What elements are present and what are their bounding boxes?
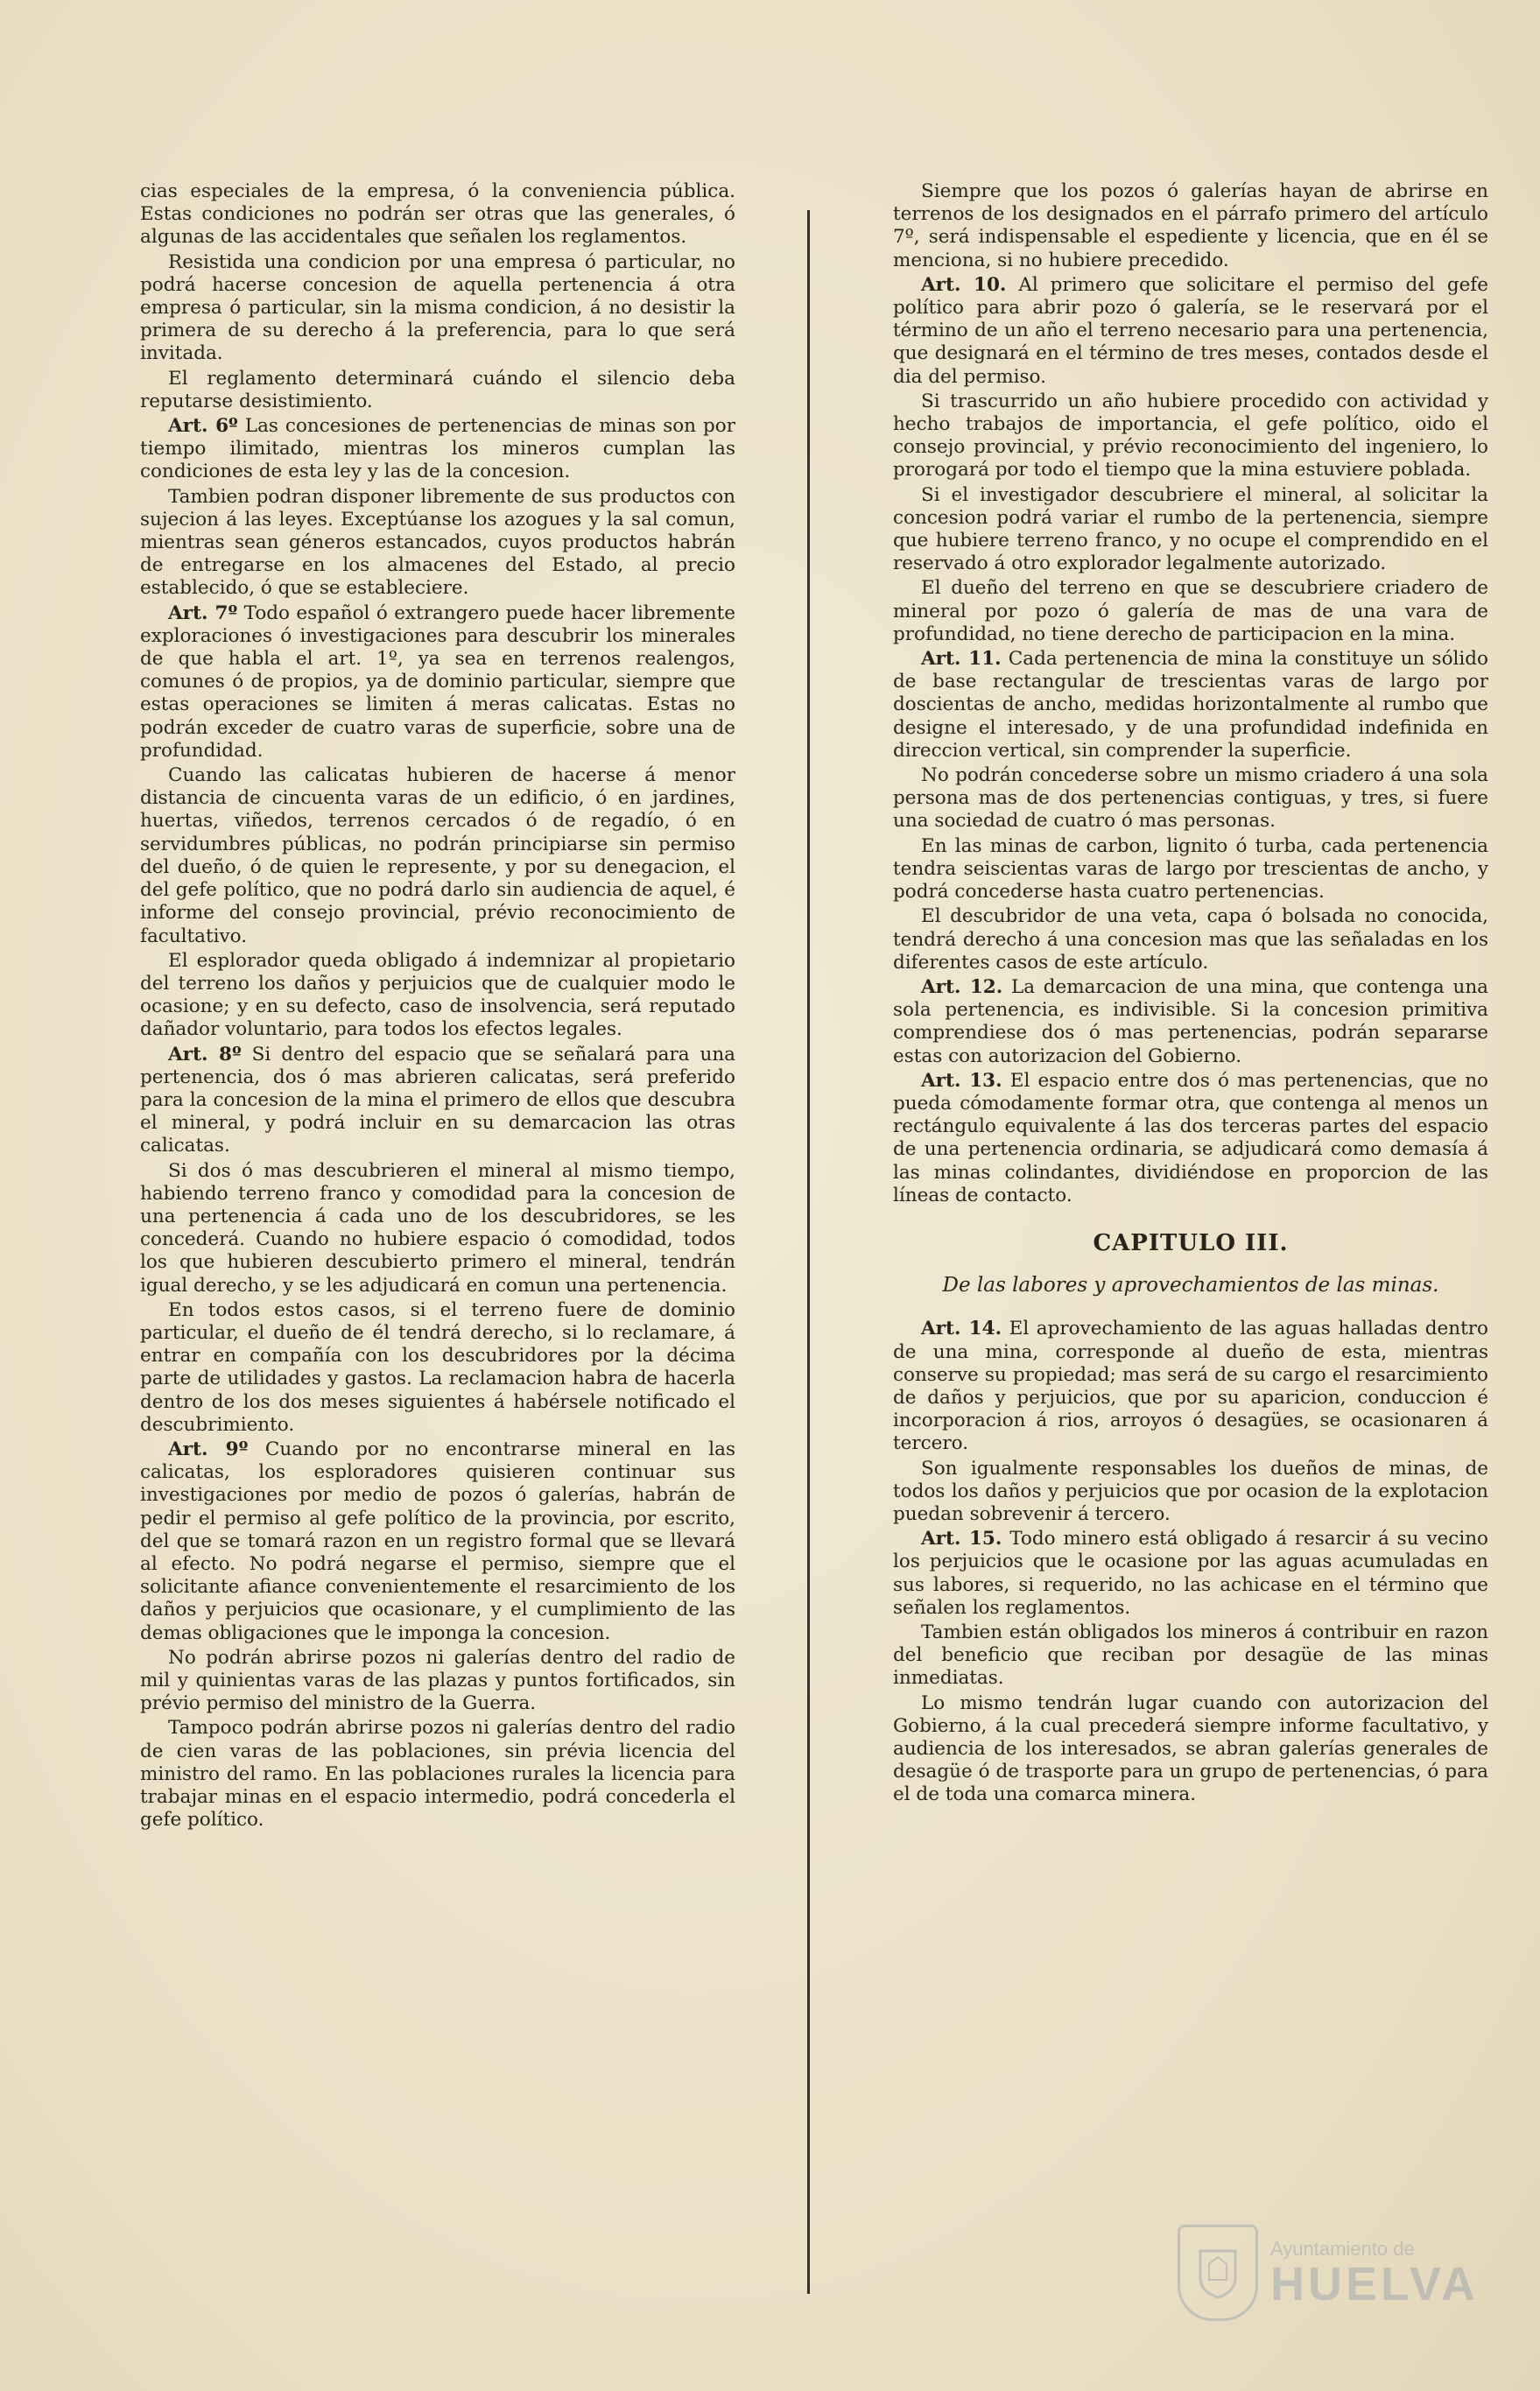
article-paragraph: Art. 12. La demarcacion de una mina, que contenga una sola pertenencia, es indivisible. Si la concesion primitiva comprendiese dos ó mas pertenencias, podrán separarse estas con autorizacion del Gobierno.: [893, 975, 1488, 1067]
paragraph: Si el investigador descubriere el mineral, al solicitar la concesion podrá variar el rumbo de la pertenencia, siempre que hubiere terreno franco, y no ocupe el comprendido en el reservado á otro explorador legalmente autorizado.: [893, 483, 1488, 575]
paragraph: El reglamento determinará cuándo el silencio deba reputarse desistimiento.: [140, 367, 735, 412]
paragraph: En las minas de carbon, lignito ó turba, cada pertenencia tendra seiscientas varas de largo por trescientas de ancho, y podrá concederse hasta cuatro pertenencias.: [893, 834, 1488, 904]
paragraph: El dueño del terreno en que se descubriere criadero de mineral por pozo ó galería de mas de una vara de profundidad, no tiene derecho de participacion en la mina.: [893, 577, 1488, 645]
article-paragraph: Art. 7º Todo español ó extrangero puede hacer libremente exploraciones ó investigaciones para descubrir los minerales de que habla el art. 1º, ya sea en terrenos realengos, comunes ó de propios, ya de dominio particular, siempre que estas operaciones se limiten á meras calicatas. Estas no podrán exceder de cuatro varas de superficie, sobre una de profundidad.: [140, 601, 735, 762]
article-paragraph: Art. 11. Cada pertenencia de mina la constituye un sólido de base rectangular de trescientas varas de largo por doscientas de ancho, medidas horizontalmente al rumbo que designe el interesado, y de una profundidad indefinida en direccion vertical, sin comprender la superficie.: [893, 648, 1488, 762]
article-paragraph: Art. 8º Si dentro del espacio que se señalará para una pertenencia, dos ó mas abrieren calicatas, será preferido para la concesion de la mina el primero de ellos que descubra el mineral, y podrá incluir en su demarcacion las otras calicatas.: [140, 1043, 735, 1157]
paragraph: El descubridor de una veta, capa ó bolsada no conocida, tendrá derecho á una concesion mas que las señaladas en los diferentes casos de este artículo.: [893, 905, 1488, 974]
article-paragraph: Art. 10. Al primero que solicitare el permiso del gefe político para abrir pozo ó galería, se le reservará por el término de un año el terreno necesario para una pertenencia, que designará en el término de tres meses, contados desde el dia del permiso.: [893, 273, 1488, 388]
article-paragraph: Art. 13. El espacio entre dos ó mas pertenencias, que no pueda cómodamente formar otra, que contenga al menos un rectángulo equivalente á las dos terceras partes del espacio de una pertenencia ordinaria, se adjudicará como demasía á las minas colindantes, dividiéndose en proporcion de las líneas de contacto.: [893, 1069, 1488, 1206]
paragraph: No podrán concederse sobre un mismo criadero á una sola persona mas de dos pertenencias contiguas, y tres, si fuere una sociedad de cuatro ó mas personas.: [893, 764, 1488, 833]
paragraph: Lo mismo tendrán lugar cuando con autorizacion del Gobierno, á la cual precederá siempre informe facultativo, y audiencia de los interesados, se abran galerías generales de desagüe ó de trasporte para un grupo de pertenencias, ó para el de toda una comarca minera.: [893, 1691, 1488, 1806]
paragraph: Si dos ó mas descubrieren el mineral al mismo tiempo, habiendo terreno franco y comodidad para la concesion de una pertenencia á cada uno de los descubridores, se les concederá. Cuando no hubiere espacio ó comodidad, todos los que hubieren descubierto primero el mineral, tendrán igual derecho, y se les adjudicará en comun una pertenencia.: [140, 1159, 735, 1297]
article-number: Art. 11.: [921, 648, 1002, 671]
article-paragraph: Art. 6º Las concesiones de pertenencias de minas son por tiempo ilimitado, mientras los mineros cumplan las condiciones de esta ley y las de la concesion.: [140, 415, 736, 483]
left-column: [140, 180, 735, 1833]
article-paragraph: Art. 15. Todo minero está obligado á resarcir á su vecino los perjuicios que le ocasione por las aguas acumuladas en sus labores, si requerido, no las achicase en el término que señalen los reglamentos.: [893, 1528, 1488, 1619]
article-number: Art. 13.: [921, 1069, 1002, 1092]
article-number: Art. 7º: [168, 601, 238, 624]
paragraph: En todos estos casos, si el terreno fuere de dominio particular, el dueño de él tendrá derecho, si lo reclamare, á entrar en compañía con los descubridores por la décima parte de utilidades y gastos. La reclamacion habra de hacerla dentro de los dos meses siguientes á habérsele notificado el descubrimiento.: [140, 1298, 735, 1436]
paragraph: Tampoco podrán abrirse pozos ni galerías dentro del radio de cien varas de las poblaciones, sin prévia licencia del ministro del ramo. En las poblaciones rurales la licencia para trabajar minas en el espacio intermedio, podrá concederla el gefe político.: [140, 1717, 735, 1832]
article-number: Art. 10.: [921, 273, 1007, 296]
watermark-line2: HUELVA: [1270, 2258, 1479, 2310]
shield-icon: [1178, 2225, 1258, 2321]
chapter-heading: CAPITULO III.: [1093, 1229, 1289, 1256]
paragraph: Tambien podran disponer libremente de sus productos con sujecion á las leyes. Exceptúanse los azogues y la sal comun, mientras sean géneros estancados, cuyos productos habrán de entregarse en los almacenes del Estado, al precio establecido, ó que se estableciere.: [140, 485, 735, 600]
paragraph: Tambien están obligados los mineros á contribuir en razon del beneficio que reciban por desagüe de las minas inmediatas.: [893, 1621, 1488, 1690]
archive-watermark: [1178, 2225, 1479, 2321]
article-paragraph: Art. 9º Cuando por no encontrarse mineral en las calicatas, los esploradores quisieren continuar sus investigaciones por medio de pozos ó galerías, habrán de pedir el permiso al gefe político de la provincia, por escrito, del que se tomará razon en un registro formal que se llevará al efecto. No podrá negarse el permiso, siempre que el solicitante afiance convenientemente el resarcimiento de los daños y perjuicios que ocasionare, y el cumplimiento de las demas obligaciones que le imponga la concesion.: [140, 1438, 736, 1644]
right-column: [893, 180, 1488, 1809]
chapter-subtitle: De las labores y aprovechamientos de las minas.: [942, 1274, 1439, 1297]
paragraph: Son igualmente responsables los dueños de minas, de todos los daños y perjuicios que por ocasion de la explotacion puedan sobrevenir á tercero.: [893, 1457, 1488, 1525]
article-number: Art. 14.: [921, 1318, 1002, 1340]
paragraph: Cuando las calicatas hubieren de hacerse á menor distancia de cincuenta varas de un edificio, ó en jardines, huertas, viñedos, terrenos cercados ó de regadío, ó en servidumbres públicas, no podrán principiarse sin permiso del dueño, ó de quien le represente, y por su denegacion, el del gefe político, que no podrá darlo sin audiencia de aquel, é informe del consejo provincial, prévio reconocimiento de facultativo.: [140, 764, 735, 947]
column-divider: [807, 210, 810, 2294]
paragraph: cias especiales de la empresa, ó la conveniencia pública. Estas condiciones no podrán ser otras que las generales, ó algunas de las accidentales que señalen los reglamentos.: [140, 180, 735, 249]
article-number: Art. 15.: [921, 1528, 1002, 1551]
paragraph: No podrán abrirse pozos ni galerías dentro del radio de mil y quinientas varas de las plazas y puntos fortificados, sin prévio permiso del ministro de la Guerra.: [140, 1646, 735, 1715]
article-number: Art. 9º: [168, 1438, 249, 1460]
paragraph: Resistida una condicion por una empresa ó particular, no podrá hacerse concesion de aquella pertenencia á otra empresa ó particular, sin la misma condicion, á no desistir la primera de su derecho á la preferencia, para lo que será invitada.: [140, 250, 735, 365]
watermark-line1: Ayuntamiento de: [1270, 2238, 1415, 2260]
article-number: Art. 8º: [168, 1043, 242, 1065]
paragraph: Si trascurrido un año hubiere procedido con actividad y hecho trabajos de importancia, el gefe político, oido el consejo provincial, y prévio reconocimiento del ingeniero, lo prorogará por todo el tiempo que la mina estuviere poblada.: [893, 390, 1488, 482]
article-number: Art. 6º: [168, 415, 238, 438]
article-paragraph: Art. 14. El aprovechamiento de las aguas halladas dentro de una mina, corresponde al dueño de esta, mientras conserve su propiedad; mas será de su cargo el resarcimiento de daños y perjuicios, que por su aparicion, conduccion é incorporacion á rios, arroyos ó desagües, se ocasionaren á tercero.: [893, 1318, 1488, 1455]
paragraph: El esplorador queda obligado á indemnizar al propietario del terreno los daños y perjuicios que de cualquier modo le ocasione; y en su defecto, caso de insolvencia, será reputado dañador voluntario, para todos los efectos legales.: [140, 949, 735, 1041]
paragraph: Siempre que los pozos ó galerías hayan de abrirse en terrenos de los designados en el párrafo primero del artículo 7º, será indispensable el espediente y licencia, que en él se menciona, si no hubiere precedido.: [893, 180, 1488, 271]
article-number: Art. 12.: [921, 975, 1003, 998]
